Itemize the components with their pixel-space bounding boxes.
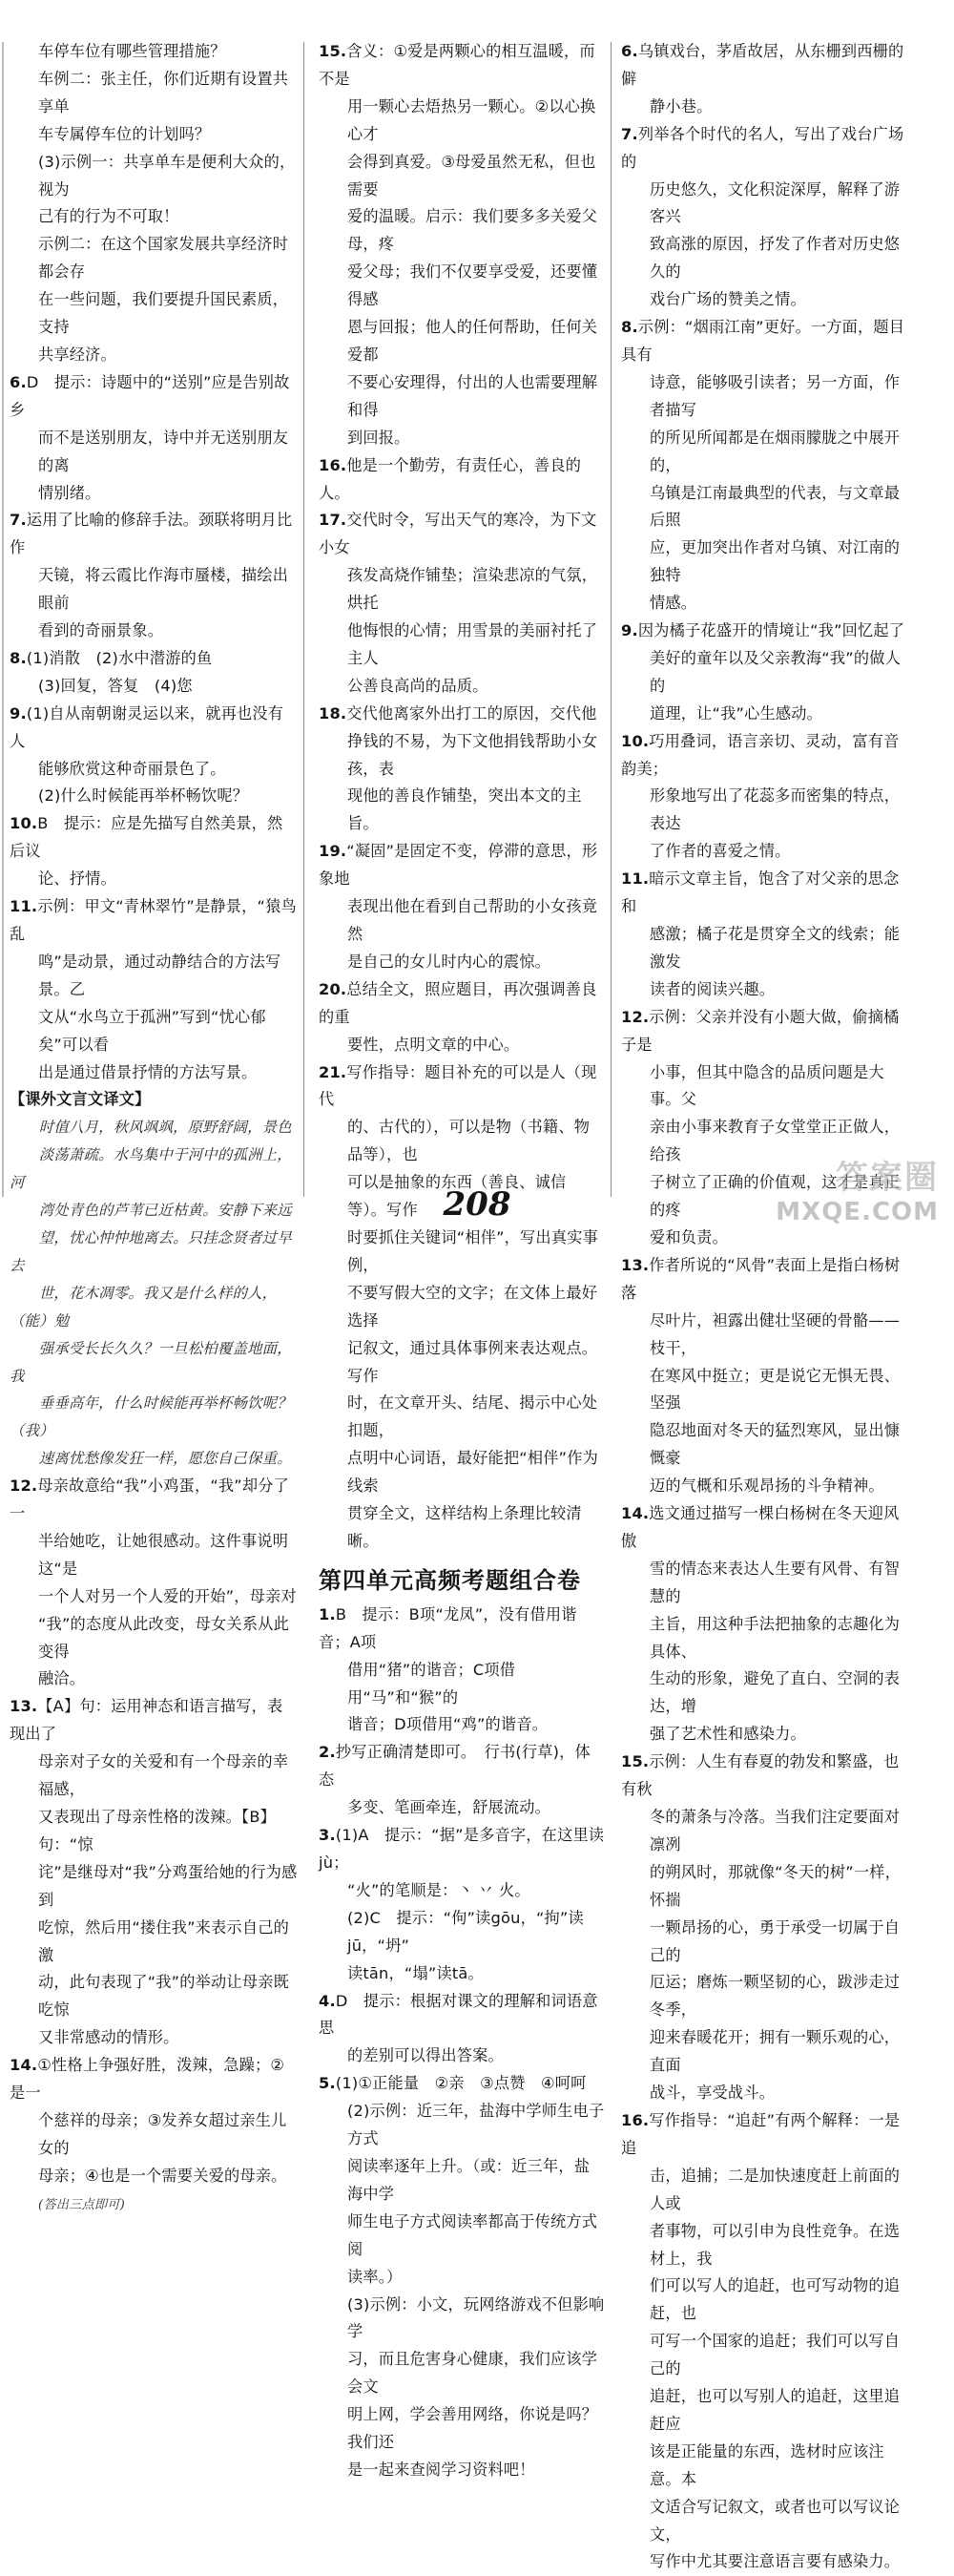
answer-line: 又非常感动的情形。 — [38, 2028, 179, 2047]
answer-item — [10, 893, 298, 1086]
answer-line: 的差别可以得出答案。 — [347, 2046, 504, 2065]
text-line: 湾处青色的芦苇已近枯黄。安静下来远 — [38, 1202, 292, 1220]
question-number: 16. — [319, 455, 347, 474]
answer-line — [10, 2190, 298, 2220]
answer-item — [319, 1059, 605, 1556]
answer-line: 贯穿全文，这样结构上条理比较清晰。 — [347, 1504, 582, 1550]
binding-edge — [2, 42, 4, 1197]
answer-line — [319, 38, 605, 94]
text-line: 在一些问题，我们要提升国民素质，支持 — [38, 290, 289, 337]
text-line: 望，忧心忡忡地离去。只挂念贤者过早去 — [10, 1228, 292, 1274]
answer-line: 母亲；④也是一个需要关爱的母亲。 — [38, 2166, 287, 2185]
answer-line — [621, 1500, 907, 1556]
answer-item — [10, 1473, 298, 1693]
answer-text: 他是一个勤劳，有责任心，善良的人。 — [319, 455, 582, 502]
answer-line: 出是通过借景抒情的方法写景。 — [38, 1062, 258, 1081]
answer-text: 总结全文，照应题目，再次强调善良的重 — [319, 979, 597, 1026]
answer-line: 一颗昂扬的心，勇于承受一切属于自己的 — [650, 1917, 901, 1964]
answer-line: “我”的态度从此改变，母女关系从此变得 — [38, 1614, 289, 1661]
answer-line: 道理，让“我”心生感动。 — [650, 703, 823, 723]
answer-item — [10, 2052, 298, 2219]
answer-text: 写作指导：题目补充的可以是人（现代 — [319, 1062, 597, 1109]
answer-line: 致高涨的原因，抒发了作者对历史悠久的 — [650, 235, 901, 282]
answer-line: (2)C 提示：“佝”读gōu，“拘”读jū，“坍” — [347, 1908, 584, 1955]
answer-line: 战斗，享受战斗。 — [650, 2084, 776, 2103]
column-left — [10, 38, 298, 2220]
answer-line: (3)回复，答复 (4)您 — [38, 676, 193, 695]
question-number: 7. — [621, 124, 638, 143]
answer-text: 写作指导：“追赶”有两个解释：一是追 — [621, 2110, 901, 2157]
answer-item — [319, 1602, 605, 1740]
answer-line: 他悔恨的心情；用雪景的美丽衬托了主人 — [347, 621, 598, 667]
answer-text: 交代他离家外出打工的原因，交代他 — [346, 703, 597, 723]
answer-item — [10, 1693, 298, 2052]
answer-line: 用一颗心去焐热另一颗心。②以心换心才 — [347, 96, 596, 143]
answer-line: 厄运；磨炼一颗坚韧的心，跋涉走过冬季， — [650, 1973, 901, 2020]
answer-line: 形象地写出了花蕊多而密集的特点，表达 — [650, 786, 901, 833]
answer-text: D 提示：根据对课文的理解和词语意思 — [319, 1991, 598, 2038]
answer-text: 示例：“烟雨江南”更好。一方面，题目具有 — [621, 318, 905, 364]
answer-text: B 提示：应是先描写自然美景，然后议 — [10, 814, 283, 861]
answer-item — [10, 645, 298, 701]
answer-line — [10, 645, 298, 673]
question-number: 6. — [10, 372, 27, 391]
answer-line: 爱和负责。 — [650, 1227, 728, 1246]
answer-text: 暗示文章主旨，饱含了对父亲的思念和 — [621, 869, 900, 916]
answer-line — [319, 701, 605, 728]
answer-item — [319, 452, 605, 508]
answer-line: 母亲对子女的关爱和有一个母亲的幸福感， — [38, 1752, 289, 1799]
answer-line: 现他的善良作铺垫，突出本文的主旨。 — [347, 786, 582, 833]
question-number: 9. — [10, 703, 27, 723]
answer-line: 借用“猪”的谐音；C项借用“马”和“猴”的 — [347, 1660, 516, 1707]
answer-line — [10, 369, 298, 425]
answer-text: (1)自从南朝谢灵运以来，就再也没有人 — [10, 703, 284, 750]
answer-line — [621, 2107, 907, 2163]
answer-line — [319, 1988, 605, 2043]
answer-line — [621, 314, 907, 369]
question-number: 12. — [10, 1476, 38, 1496]
answer-line: 明上网，学会善用网络，你说是吗？我们还 — [347, 2405, 598, 2452]
answer-line: 亲由小事来教育子女堂堂正正做人，给孩 — [650, 1118, 901, 1164]
answer-line — [319, 1822, 605, 1877]
text-line: 共享经济。 — [38, 345, 116, 364]
watermark-logo: 答案圈 — [836, 1159, 939, 1197]
answer-line: 看到的奇丽景象。 — [38, 621, 164, 640]
answer-line: 多变、笔画牵连，舒展流动。 — [347, 1798, 551, 1817]
answer-line: 谐音；D项借用“鸡”的谐音。 — [347, 1715, 549, 1734]
answer-text: “凝固”是固定不变，停滞的意思，形象地 — [319, 842, 598, 889]
answer-line: 师生电子方式阅读率都高于传统方式阅 — [347, 2211, 598, 2258]
answer-text: B 提示：B项“龙凤”，没有借用谐音；A项 — [319, 1604, 577, 1651]
answer-line: 雪的情态来表达人生要有风骨、有智慧的 — [650, 1559, 901, 1605]
answer-line — [10, 2052, 298, 2107]
answer-note: (答出三点即可) — [38, 2197, 126, 2212]
question-number: 13. — [621, 1255, 650, 1274]
answer-line: 乌镇是江南最典型的代表，与文章最后照 — [650, 483, 901, 530]
text-line: 速离忧愁像发狂一样，愿您自己保重。 — [38, 1450, 292, 1468]
text-line: 时值八月，秋风飒飒，原野舒阔，景色 — [38, 1119, 292, 1137]
answer-item — [621, 38, 907, 121]
translation-text — [10, 1114, 298, 1473]
text-line: 车专属停车位的计划吗？ — [38, 124, 211, 143]
answer-text: 【A】句：运用神态和语言描写，表现出了 — [10, 1697, 283, 1744]
answer-line: 融洽。 — [38, 1669, 86, 1688]
question-number: 16. — [621, 2110, 650, 2129]
answer-line — [319, 1602, 605, 1657]
answer-text: ①性格上争强好胜，泼辣，急躁；②是一 — [10, 2056, 285, 2103]
answer-line: 的所见所闻都是在烟雨朦胧之中展开的， — [650, 428, 901, 474]
answer-line — [621, 38, 907, 94]
answer-line: 文从“水鸟立于孤洲”写到“忧心郁矣”可以看 — [38, 1007, 266, 1054]
question-number: 15. — [319, 42, 347, 60]
answer-item — [10, 507, 298, 645]
question-number: 19. — [319, 842, 347, 861]
answer-line: 又表现出了母亲性格的泼辣。【B】句：“惊 — [38, 1808, 277, 1853]
text-line: 垂垂高年，什么时候能再举杯畅饮呢？（我） — [10, 1394, 292, 1440]
question-number: 13. — [10, 1697, 38, 1716]
answer-item — [621, 2107, 907, 2576]
answer-line — [10, 1473, 298, 1528]
answer-line — [319, 1739, 605, 1794]
answer-line: 在寒风中挺立；更是说它无惧无畏、坚强 — [650, 1366, 901, 1413]
answer-line — [621, 728, 907, 784]
q5-part3-example1 — [10, 149, 298, 232]
answer-text: (1)①正能量 ②亲 ③点赞 ④呵呵 — [335, 2074, 587, 2093]
answer-line: 文适合写记叙文，或者也可以写议论文， — [650, 2497, 901, 2544]
answer-line — [621, 618, 907, 645]
question-number: 6. — [621, 42, 638, 60]
question-number: 5. — [319, 2074, 336, 2093]
answer-line: 的、古代的），可以是物（书籍、物品等），也 — [347, 1118, 591, 1164]
answer-line: 尽叶片，袒露出健壮坚硬的骨骼——枝干， — [650, 1310, 901, 1357]
answer-line — [319, 452, 605, 508]
answer-item — [319, 976, 605, 1059]
text-line: 车停车位有哪些管理措施？ — [38, 42, 226, 60]
answer-line: 记叙文，通过具体事例来表达观点。写作 — [347, 1338, 598, 1385]
answer-line: 诗意，能够吸引读者；另一方面，作者描写 — [650, 372, 901, 419]
answer-line: 论、抒情。 — [38, 869, 116, 889]
answer-line: 可写一个国家的追赶；我们可以写自己的 — [650, 2332, 901, 2378]
answer-line — [621, 1749, 907, 1804]
answer-text: (1)A 提示：“据”是多音字，在这里读jù； — [319, 1826, 605, 1872]
answer-line: 历史悠久，文化积淀深厚，解释了游客兴 — [650, 179, 901, 226]
answer-line: 是自己的女儿时内心的震惊。 — [347, 952, 551, 971]
question-number: 9. — [621, 621, 638, 640]
answer-line: 孩发高烧作铺垫；渲染悲凉的气氛，烘托 — [347, 566, 598, 613]
answer-item — [319, 1988, 605, 2071]
answer-line: 感激；橘子花是贯穿全文的线索；能激发 — [650, 925, 901, 971]
answer-line: 能够欣赏这种奇丽景色了。 — [38, 759, 226, 778]
answer-line — [621, 121, 907, 177]
question-number: 20. — [319, 979, 347, 998]
watermark-url: MXQE.COM — [776, 1198, 939, 1226]
answer-item — [319, 838, 605, 976]
answer-line: 习，而且危害身心健康，我们应该学会文 — [347, 2350, 598, 2397]
answer-line: 该是正能量的东西，选材时应该注意。本 — [650, 2441, 884, 2488]
answer-line: 读tān，“塌”读tā。 — [347, 1963, 484, 1982]
answer-text: 巧用叠词，语言亲切、灵动，富有音韵美； — [621, 731, 900, 778]
text-line: 车例二：张主任，你们近期有设置共享单 — [38, 69, 289, 115]
answer-item — [319, 2070, 605, 2484]
answer-line: 个慈祥的母亲；③发养女超过亲生儿女的 — [38, 2110, 287, 2157]
column-right — [621, 38, 907, 2576]
answer-line: 要性，点明文章的中心。 — [347, 1035, 520, 1054]
answer-line: 是一起来查阅学习资料吧！ — [347, 2460, 535, 2479]
answer-line: 不要写假大空的文字；在文体上最好选择 — [347, 1283, 598, 1330]
answer-item — [621, 728, 907, 867]
answer-text: 作者所说的“风骨”表面上是指白杨树落 — [621, 1255, 901, 1302]
answer-line — [319, 1059, 605, 1115]
unit-title: 第四单元高频考题组合卷 — [319, 1566, 581, 1594]
answer-text: 选文通过描写一棵白杨树在冬天迎风傲 — [621, 1504, 900, 1550]
answer-line: 生动的形象，避免了直白、空洞的表达，增 — [650, 1669, 901, 1716]
answer-line: 读率。） — [347, 2267, 403, 2286]
question-number: 18. — [319, 703, 347, 723]
answer-line — [621, 866, 907, 921]
answer-text: 抄写正确清楚即可。 行书(行草)，体态 — [319, 1743, 591, 1790]
question-number: 4. — [319, 1991, 336, 2010]
answer-line: 点明中心词语，最好能把“相伴”作为线索 — [347, 1449, 598, 1496]
text-line: 示例二：在这个国家发展共享经济时都会存 — [38, 235, 289, 282]
answer-line: 冬的萧条与冷落。当我们注定要面对凛冽 — [650, 1808, 901, 1853]
answer-line — [10, 507, 298, 562]
answer-text: 交代时令，写出天气的寒冷，为下文小女 — [319, 511, 597, 557]
answer-item — [319, 507, 605, 700]
answer-line — [10, 1693, 298, 1749]
answer-line: (2)示例：近三年，盐海中学师生电子方式 — [347, 2102, 605, 2148]
answer-line: 强了艺术性和感染力。 — [650, 1725, 806, 1744]
answer-line — [319, 976, 605, 1032]
answer-line: 情别绪。 — [38, 483, 101, 502]
column-divider — [303, 42, 304, 1197]
site-watermark — [765, 1152, 939, 1226]
answer-line: 子树立了正确的价值观，这才是真正的疼 — [650, 1173, 901, 1220]
answer-item — [621, 866, 907, 1004]
answer-line — [621, 1252, 907, 1308]
question-number: 11. — [621, 869, 650, 889]
answer-line: 表现出他在看到自己帮助的小女孩竟然 — [347, 897, 598, 943]
question-number: 14. — [621, 1504, 650, 1523]
question-number: 1. — [319, 1604, 336, 1623]
answer-line — [10, 701, 298, 756]
answer-line — [10, 893, 298, 949]
answer-line: 天镜，将云霞比作海市蜃楼，描绘出眼前 — [38, 566, 289, 613]
answer-line: 追赶，也可以写别人的追赶，这里追赶应 — [650, 2387, 901, 2433]
answer-line: (3)示例：小文，玩网络游戏不但影响学 — [347, 2294, 605, 2341]
answer-line: 阅读率逐年上升。（或：近三年，盐海中学 — [347, 2156, 591, 2203]
answer-item — [621, 1252, 907, 1500]
question-number: 10. — [10, 814, 38, 833]
answer-line: “火”的笔顺是：丶 丷 火。 — [347, 1880, 530, 1899]
answer-text: 运用了比喻的修辞手法。颈联将明月比作 — [10, 511, 293, 557]
answer-text: 含义：①爱是两颗心的相互温暖，而不是 — [319, 42, 595, 88]
question-number: 7. — [10, 511, 27, 530]
answer-line: 可以是抽象的东西（善良、诚信等）。写作 — [347, 1173, 567, 1220]
answer-text: 乌镇戏台，茅盾故居，从东栅到西栅的僻 — [621, 42, 904, 88]
question-number: 8. — [621, 318, 638, 337]
page-number: 208 — [443, 1185, 511, 1224]
answer-line: 到回报。 — [347, 428, 410, 447]
answer-item — [621, 121, 907, 314]
answer-line: 迎来春暖花开；拥有一颗乐观的心，直面 — [650, 2028, 901, 2075]
answer-line: 恩与回报；他人的任何帮助，任何关爱都 — [347, 318, 598, 364]
answer-text: 示例：人生有春夏的勃发和繁盛，也有秋 — [621, 1752, 900, 1799]
answer-item — [319, 701, 605, 839]
answer-item — [319, 1739, 605, 1822]
answer-line: 挣钱的不易，为下文他捐钱帮助小女孩，表 — [347, 731, 598, 778]
answer-line — [319, 838, 605, 893]
question-number: 3. — [319, 1826, 336, 1845]
answer-line: 静小巷。 — [650, 96, 713, 115]
text-line: (3)示例一：共享单车是便利大众的，视为 — [38, 152, 296, 199]
question-number: 10. — [621, 731, 650, 750]
answer-text: 示例：父亲并没有小题大做，偷摘橘子是 — [621, 1007, 900, 1054]
answer-line: 会得到真爱。③母爱虽然无私，但也需要 — [347, 152, 596, 199]
answer-line: 戏台广场的赞美之情。 — [650, 290, 806, 309]
answer-line: 不要心安理得，付出的人也需要理解和得 — [347, 372, 598, 419]
question-number: 15. — [621, 1752, 650, 1771]
answer-line: 公善良高尚的品质。 — [347, 676, 488, 695]
answer-line: 者事物，可以引申为良性竞争。在选材上，我 — [650, 2221, 901, 2268]
answer-line: 写作中尤其要注意语言要有感染力。 — [650, 2552, 901, 2571]
answer-text: 示例：甲文“青林翠竹”是静景，“猿鸟乱 — [10, 897, 297, 943]
column-divider — [611, 42, 612, 1197]
answer-line: 半给她吃，让她很感动。这件事说明这“是 — [38, 1531, 289, 1578]
answer-item — [621, 1749, 907, 2107]
question-number: 12. — [621, 1007, 650, 1026]
question-number: 17. — [319, 511, 347, 530]
answer-line: 情感。 — [650, 594, 697, 613]
answer-line: 时要抓住关键词“相伴”，写出真实事例， — [347, 1227, 598, 1274]
answer-line: 击，追捕；二是加快速度赶上前面的人或 — [650, 2166, 901, 2212]
answer-line: 应，更加突出作者对乌镇、对江南的独特 — [650, 538, 901, 585]
answer-text: 因为橘子花盛开的情境让“我”回忆起了 — [637, 621, 905, 640]
question-number: 8. — [10, 648, 27, 667]
answer-text: (1)消散 (2)水中潜游的鱼 — [26, 648, 213, 667]
answer-line — [319, 2070, 605, 2098]
answer-line: 隐忍地面对冬天的猛烈寒风，显出慷慨豪 — [650, 1421, 901, 1468]
answer-item — [621, 1500, 907, 1749]
answer-item — [621, 618, 907, 728]
answer-line — [10, 810, 298, 866]
answer-line: (2)什么时候能再举杯畅饮呢？ — [38, 786, 249, 806]
column-middle — [319, 38, 605, 2484]
question-number: 21. — [319, 1062, 347, 1081]
answer-line: 迈的气概和乐观昂扬的斗争精神。 — [650, 1476, 884, 1496]
answer-line: 诧”是继母对“我”分鸡蛋给她的行为感到 — [38, 1862, 298, 1909]
answer-line: 爱父母；我们不仅要享受爱，还要懂得感 — [347, 262, 598, 309]
answer-text: 母亲故意给“我”小鸡蛋，“我”却分了一 — [10, 1476, 290, 1523]
answer-line: 时，在文章开头、结尾、揭示中心处扣题， — [347, 1393, 598, 1440]
answer-line: 一个人对另一个人爱的开始”，母亲对 — [38, 1586, 297, 1605]
answer-line: 而不是送别朋友，诗中并无送别朋友的离 — [38, 428, 289, 474]
answer-text: D 提示：诗题中的“送别”应是告别故乡 — [10, 372, 290, 419]
answer-line: 们可以写人的追赶，也可写动物的追赶，也 — [650, 2276, 901, 2323]
answer-line: 美好的童年以及父亲教海“我”的做人的 — [650, 648, 901, 695]
translation-heading: 【课外文言文译文】 — [10, 1090, 151, 1109]
answer-line: 动，此句表现了“我”的举动让母亲既吃惊 — [38, 1973, 289, 2020]
text-line: 己有的行为不可取！ — [38, 207, 179, 226]
answer-line: 爱的温暖。启示：我们要多多关爱父母，疼 — [347, 207, 598, 254]
answer-item — [621, 314, 907, 618]
answer-line — [621, 1004, 907, 1059]
answer-line: 的朔风时，那就像“冬天的树”一样，怀揣 — [650, 1862, 901, 1909]
answer-line: 小事，但其中隐含的品质问题是大事。父 — [650, 1062, 884, 1109]
question-number: 11. — [10, 897, 38, 916]
answer-line: 读者的阅读兴趣。 — [650, 979, 776, 998]
answer-line: 了作者的喜爱之情。 — [650, 842, 791, 861]
answer-item — [319, 38, 605, 452]
answer-text: 列举各个时代的名人，写出了戏台广场的 — [621, 124, 904, 171]
answer-item — [10, 369, 298, 508]
answer-item — [10, 810, 298, 893]
text-line: 世，花木凋零。我又是什么样的人，（能）勉 — [10, 1284, 278, 1330]
q5-part3-example2 — [10, 231, 298, 369]
answer-line: 鸣”是动景，通过动静结合的方法写景。乙 — [38, 952, 281, 998]
answer-line: 吃惊，然后用“搂住我”来表示自己的激 — [38, 1917, 289, 1964]
answer-item — [10, 701, 298, 811]
text-line: 强承受长长久久？一旦松柏覆盖地面，我 — [10, 1339, 292, 1385]
q5-continued — [10, 38, 298, 149]
answer-item — [319, 1822, 605, 1987]
question-number: 2. — [319, 1743, 336, 1762]
question-number: 14. — [10, 2056, 38, 2075]
answer-line — [319, 507, 605, 562]
text-line: 淡荡萧疏。水鸟集中于河中的孤洲上，河 — [10, 1146, 292, 1192]
answer-line: 主旨，用这种手法把抽象的志趣化为具体、 — [650, 1614, 901, 1661]
